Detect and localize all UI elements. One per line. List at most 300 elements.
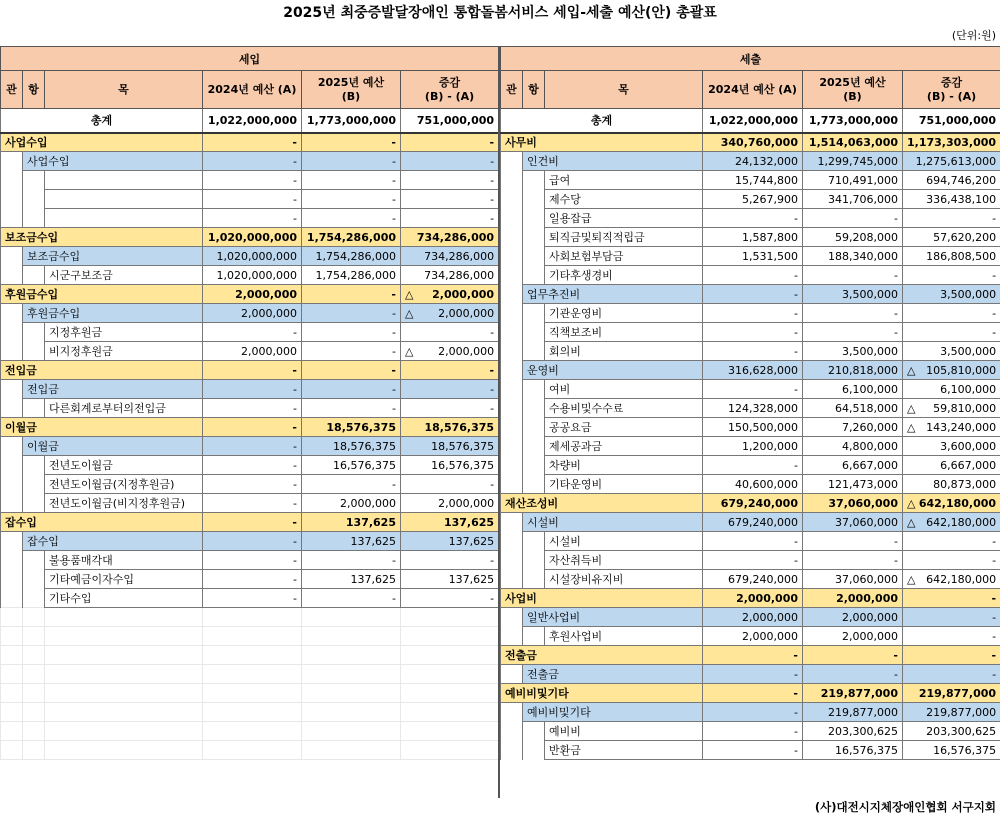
budget-2025: 18,576,375 (302, 437, 401, 456)
item-label: 여비 (545, 380, 703, 399)
empty-cell (401, 665, 499, 684)
diff-value: 1,275,613,000 (915, 154, 997, 168)
budget-2025: 2,000,000 (803, 627, 903, 646)
indent-cell (501, 342, 523, 361)
indent-cell (23, 266, 45, 285)
diff-value: - (992, 306, 997, 320)
item-label: 업무추진비 (523, 285, 703, 304)
diff-value: - (490, 591, 495, 605)
diff-value: - (991, 648, 997, 662)
indent-cell (1, 209, 23, 228)
expense-row (501, 418, 1000, 437)
budget-diff (401, 418, 499, 437)
budget-2024: - (703, 209, 803, 228)
indent-cell (523, 399, 545, 418)
expense-row (501, 285, 1000, 304)
budget-diff (401, 209, 499, 228)
item-label: 후원금수입 (23, 304, 203, 323)
expense-column-header-row (501, 71, 1000, 109)
budget-diff (903, 152, 1000, 171)
indent-cell (1, 152, 23, 171)
diff-value: 642,180,000 (926, 515, 997, 529)
indent-cell (501, 513, 523, 532)
col-mok: 목 (545, 71, 703, 109)
revenue-row (1, 342, 499, 361)
budget-2025: 6,667,000 (803, 456, 903, 475)
empty-row (1, 665, 499, 684)
indent-cell (501, 380, 523, 399)
revenue-row (1, 228, 499, 247)
budget-2025: 3,500,000 (803, 285, 903, 304)
diff-value: 734,286,000 (416, 230, 495, 244)
item-label: 제수당 (545, 190, 703, 209)
empty-row (1, 741, 499, 760)
expense-row (501, 209, 1000, 228)
revenue-row (1, 152, 499, 171)
indent-cell (501, 551, 523, 570)
revenue-row (1, 361, 499, 380)
empty-cell (1, 608, 23, 627)
indent-cell (1, 456, 23, 475)
indent-cell (1, 399, 23, 418)
empty-cell (1, 646, 23, 665)
empty-cell (203, 703, 302, 722)
budget-diff (903, 494, 1000, 513)
budget-2025: 16,576,375 (302, 456, 401, 475)
indent-cell (501, 190, 523, 209)
item-label: 기타후생경비 (545, 266, 703, 285)
diff-value: - (992, 667, 997, 681)
item-label: 제세공과금 (545, 437, 703, 456)
budget-2025: 1,754,286,000 (302, 228, 401, 247)
revenue-total-row (1, 109, 499, 133)
budget-diff (401, 589, 499, 608)
diff-value: 18,576,375 (431, 439, 495, 453)
budget-2024: - (203, 152, 302, 171)
budget-diff (903, 627, 1000, 646)
budget-2025: - (302, 399, 401, 418)
indent-cell (23, 589, 45, 608)
indent-cell (23, 570, 45, 589)
budget-diff (401, 551, 499, 570)
budget-diff (903, 380, 1000, 399)
budget-2025: - (803, 551, 903, 570)
budget-2024: - (203, 418, 302, 437)
budget-2025: - (803, 665, 903, 684)
budget-2025: 341,706,000 (803, 190, 903, 209)
expense-row (501, 323, 1000, 342)
budget-2024: - (203, 171, 302, 190)
budget-2024: 5,267,900 (703, 190, 803, 209)
budget-2025: 1,754,286,000 (302, 266, 401, 285)
indent-cell (523, 380, 545, 399)
diff-value: 57,620,200 (933, 230, 997, 244)
expense-header-row (501, 47, 1000, 71)
budget-2024: 40,600,000 (703, 475, 803, 494)
budget-2025: 59,208,000 (803, 228, 903, 247)
budget-diff (903, 570, 1000, 589)
item-label: 수용비및수수료 (545, 399, 703, 418)
empty-row (1, 627, 499, 646)
expense-row (501, 570, 1000, 589)
budget-2025: 210,818,000 (803, 361, 903, 380)
diff-value: - (490, 325, 495, 339)
col-gwan: 관 (501, 71, 523, 109)
revenue-row (1, 399, 499, 418)
budget-2025: 2,000,000 (302, 494, 401, 513)
item-label: 운영비 (523, 361, 703, 380)
decrease-triangle: △ (405, 306, 414, 320)
budget-2024: 150,500,000 (703, 418, 803, 437)
indent-cell (501, 475, 523, 494)
expense-row (501, 399, 1000, 418)
indent-cell (23, 171, 45, 190)
item-label: 보조금수입 (1, 228, 203, 247)
indent-cell (1, 494, 23, 513)
budget-2025: - (302, 152, 401, 171)
empty-cell (1, 627, 23, 646)
revenue-row (1, 589, 499, 608)
item-label: 일용잡급 (545, 209, 703, 228)
item-label: 지정후원금 (45, 323, 203, 342)
col-2024: 2024년 예산 (A) (703, 71, 803, 109)
budget-2025: - (302, 171, 401, 190)
indent-cell (501, 456, 523, 475)
revenue-row (1, 266, 499, 285)
item-label: 시설비 (545, 532, 703, 551)
item-label: 다른회계로부터의전입금 (45, 399, 203, 418)
budget-diff (401, 380, 499, 399)
diff-value: 642,180,000 (926, 572, 997, 586)
budget-2024: - (703, 285, 803, 304)
budget-diff (401, 399, 499, 418)
expense-row (501, 703, 1000, 722)
revenue-row (1, 456, 499, 475)
budget-2025: - (302, 361, 401, 380)
budget-diff (903, 551, 1000, 570)
item-label: 재산조성비 (501, 494, 703, 513)
expense-row (501, 247, 1000, 266)
budget-diff (903, 399, 1000, 418)
budget-2025: 137,625 (302, 532, 401, 551)
expense-row (501, 513, 1000, 532)
col-2025: 2025년 예산 (B) (803, 71, 903, 109)
indent-cell (23, 494, 45, 513)
item-label: 시설장비유지비 (545, 570, 703, 589)
budget-2025: - (803, 209, 903, 228)
item-label: 사무비 (501, 133, 703, 152)
indent-cell (1, 190, 23, 209)
empty-cell (203, 722, 302, 741)
indent-cell (1, 589, 23, 608)
empty-row (1, 646, 499, 665)
budget-diff (903, 266, 1000, 285)
budget-2025: 7,260,000 (803, 418, 903, 437)
empty-cell (302, 684, 401, 703)
budget-diff (401, 361, 499, 380)
empty-cell (23, 608, 45, 627)
indent-cell (501, 209, 523, 228)
empty-cell (1, 722, 23, 741)
budget-2024: - (203, 456, 302, 475)
indent-cell (501, 247, 523, 266)
indent-cell (523, 323, 545, 342)
diff-value: - (992, 268, 997, 282)
indent-cell (523, 627, 545, 646)
empty-cell (45, 665, 203, 684)
empty-row (1, 722, 499, 741)
diff-value: 6,100,000 (940, 382, 997, 396)
indent-cell (523, 532, 545, 551)
indent-cell (523, 722, 545, 741)
budget-2024: 679,240,000 (703, 570, 803, 589)
item-label: 반환금 (545, 741, 703, 760)
diff-value: 219,877,000 (918, 686, 997, 700)
diff-value: - (992, 629, 997, 643)
indent-cell (523, 209, 545, 228)
budget-2025: 6,100,000 (803, 380, 903, 399)
total-2024: 1,022,000,000 (703, 109, 803, 133)
indent-cell (501, 722, 523, 741)
item-label: 인건비 (523, 152, 703, 171)
budget-2024: - (203, 361, 302, 380)
budget-diff (903, 665, 1000, 684)
empty-cell (23, 741, 45, 760)
decrease-triangle: △ (907, 496, 916, 510)
item-label: 기타운영비 (545, 475, 703, 494)
empty-cell (401, 646, 499, 665)
budget-2024: - (203, 323, 302, 342)
empty-cell (302, 741, 401, 760)
diff-value: - (490, 192, 495, 206)
indent-cell (501, 152, 523, 171)
item-label: 잡수입 (23, 532, 203, 551)
budget-2025: - (302, 551, 401, 570)
budget-diff (903, 456, 1000, 475)
expense-row (501, 475, 1000, 494)
budget-2024: - (703, 646, 803, 665)
item-label: 기관운영비 (545, 304, 703, 323)
revenue-row (1, 247, 499, 266)
item-label: 전출금 (501, 646, 703, 665)
expense-row (501, 171, 1000, 190)
decrease-triangle: △ (907, 401, 916, 415)
item-label: 전입금 (1, 361, 203, 380)
col-2024: 2024년 예산 (A) (203, 71, 302, 109)
decrease-triangle: △ (907, 363, 916, 377)
budget-2024: - (203, 589, 302, 608)
revenue-row (1, 532, 499, 551)
empty-cell (203, 646, 302, 665)
diff-value: 694,746,200 (926, 173, 997, 187)
empty-cell (45, 722, 203, 741)
item-label: 전입금 (23, 380, 203, 399)
indent-cell (23, 399, 45, 418)
empty-cell (203, 627, 302, 646)
expense-row (501, 665, 1000, 684)
empty-cell (1, 703, 23, 722)
budget-diff (903, 190, 1000, 209)
indent-cell (1, 380, 23, 399)
budget-2025: - (803, 532, 903, 551)
indent-cell (501, 399, 523, 418)
indent-cell (501, 741, 523, 760)
budget-diff (401, 323, 499, 342)
budget-2024: 15,744,800 (703, 171, 803, 190)
empty-cell (45, 703, 203, 722)
item-label: 잡수입 (1, 513, 203, 532)
budget-2024: 2,000,000 (203, 285, 302, 304)
budget-2024: 1,020,000,000 (203, 266, 302, 285)
budget-diff (903, 418, 1000, 437)
empty-cell (23, 646, 45, 665)
col-mok: 목 (45, 71, 203, 109)
revenue-header-row (1, 47, 499, 71)
budget-diff (903, 722, 1000, 741)
diff-value: - (992, 553, 997, 567)
budget-2025: - (803, 304, 903, 323)
item-label: 전년도이월금(지정후원금) (45, 475, 203, 494)
diff-value: 80,873,000 (933, 477, 997, 491)
budget-2025: 3,500,000 (803, 342, 903, 361)
revenue-row (1, 133, 499, 152)
budget-2025: 18,576,375 (302, 418, 401, 437)
total-label: 총계 (501, 109, 703, 133)
budget-diff (903, 532, 1000, 551)
budget-2025: - (302, 475, 401, 494)
indent-cell (23, 342, 45, 361)
indent-cell (523, 475, 545, 494)
item-label: 공공요금 (545, 418, 703, 437)
expense-total-row (501, 109, 1000, 133)
indent-cell (501, 437, 523, 456)
item-label: 보조금수입 (23, 247, 203, 266)
empty-row (1, 684, 499, 703)
diff-value: 203,300,625 (926, 724, 997, 738)
budget-2024: 1,020,000,000 (203, 228, 302, 247)
budget-diff (401, 456, 499, 475)
indent-cell (23, 190, 45, 209)
expense-row (501, 741, 1000, 760)
indent-cell (501, 323, 523, 342)
budget-diff (903, 304, 1000, 323)
indent-cell (523, 190, 545, 209)
budget-2025: 64,518,000 (803, 399, 903, 418)
budget-2024: 2,000,000 (703, 627, 803, 646)
budget-2024: 2,000,000 (703, 589, 803, 608)
budget-diff (903, 741, 1000, 760)
diff-value: - (991, 591, 997, 605)
diff-value: 734,286,000 (424, 268, 495, 282)
indent-cell (523, 570, 545, 589)
budget-2024: - (203, 494, 302, 513)
diff-value: - (992, 534, 997, 548)
diff-value: - (490, 154, 495, 168)
budget-2024: - (203, 209, 302, 228)
empty-cell (401, 741, 499, 760)
item-label (45, 190, 203, 209)
diff-value: 734,286,000 (424, 249, 495, 263)
indent-cell (501, 418, 523, 437)
expense-row (501, 589, 1000, 608)
revenue-row (1, 570, 499, 589)
budget-diff (903, 247, 1000, 266)
budget-diff (903, 361, 1000, 380)
diff-value: 18,576,375 (424, 420, 495, 434)
empty-cell (302, 627, 401, 646)
budget-diff (401, 152, 499, 171)
item-label (45, 209, 203, 228)
empty-cell (302, 608, 401, 627)
budget-diff (903, 323, 1000, 342)
budget-2024: 316,628,000 (703, 361, 803, 380)
diff-value: 59,810,000 (933, 401, 997, 415)
page-title: 2025년 최중증발달장애인 통합돌봄서비스 세입-세출 예산(안) 총괄표 (283, 5, 717, 21)
budget-2025: - (803, 266, 903, 285)
empty-cell (401, 703, 499, 722)
diff-value: - (490, 477, 495, 491)
empty-cell (23, 722, 45, 741)
expense-row (501, 494, 1000, 513)
indent-cell (523, 437, 545, 456)
diff-value: 186,808,500 (926, 249, 997, 263)
diff-value: 143,240,000 (926, 420, 997, 434)
item-label: 전출금 (523, 665, 703, 684)
budget-diff (903, 589, 1000, 608)
empty-cell (23, 665, 45, 684)
expense-row (501, 456, 1000, 475)
indent-cell (523, 456, 545, 475)
budget-2025: 219,877,000 (803, 684, 903, 703)
empty-cell (23, 627, 45, 646)
decrease-triangle: △ (405, 344, 414, 358)
budget-2024: - (703, 703, 803, 722)
total-diff: 751,000,000 (903, 109, 1000, 133)
budget-2024: 679,240,000 (703, 513, 803, 532)
expense-row (501, 228, 1000, 247)
diff-value: 2,000,000 (432, 287, 495, 301)
expense-row (501, 361, 1000, 380)
revenue-row (1, 418, 499, 437)
budget-2024: - (703, 304, 803, 323)
indent-cell (23, 456, 45, 475)
empty-cell (302, 646, 401, 665)
col-diff: 증감 (B) - (A) (903, 71, 1000, 109)
revenue-row (1, 190, 499, 209)
diff-value: - (490, 173, 495, 187)
expense-row (501, 646, 1000, 665)
budget-2024: - (703, 741, 803, 760)
revenue-row (1, 437, 499, 456)
revenue-row (1, 513, 499, 532)
budget-diff (401, 570, 499, 589)
expense-row (501, 532, 1000, 551)
item-label: 예비비 (545, 722, 703, 741)
revenue-row (1, 323, 499, 342)
budget-diff (401, 532, 499, 551)
budget-diff (903, 285, 1000, 304)
budget-2025: 137,625 (302, 513, 401, 532)
budget-2024: - (203, 380, 302, 399)
empty-cell (302, 703, 401, 722)
budget-2025: - (302, 323, 401, 342)
empty-cell (45, 684, 203, 703)
empty-row (1, 703, 499, 722)
budget-2025: 1,299,745,000 (803, 152, 903, 171)
item-label: 퇴직금및퇴직적립금 (545, 228, 703, 247)
revenue-row (1, 304, 499, 323)
budget-2024: - (203, 399, 302, 418)
